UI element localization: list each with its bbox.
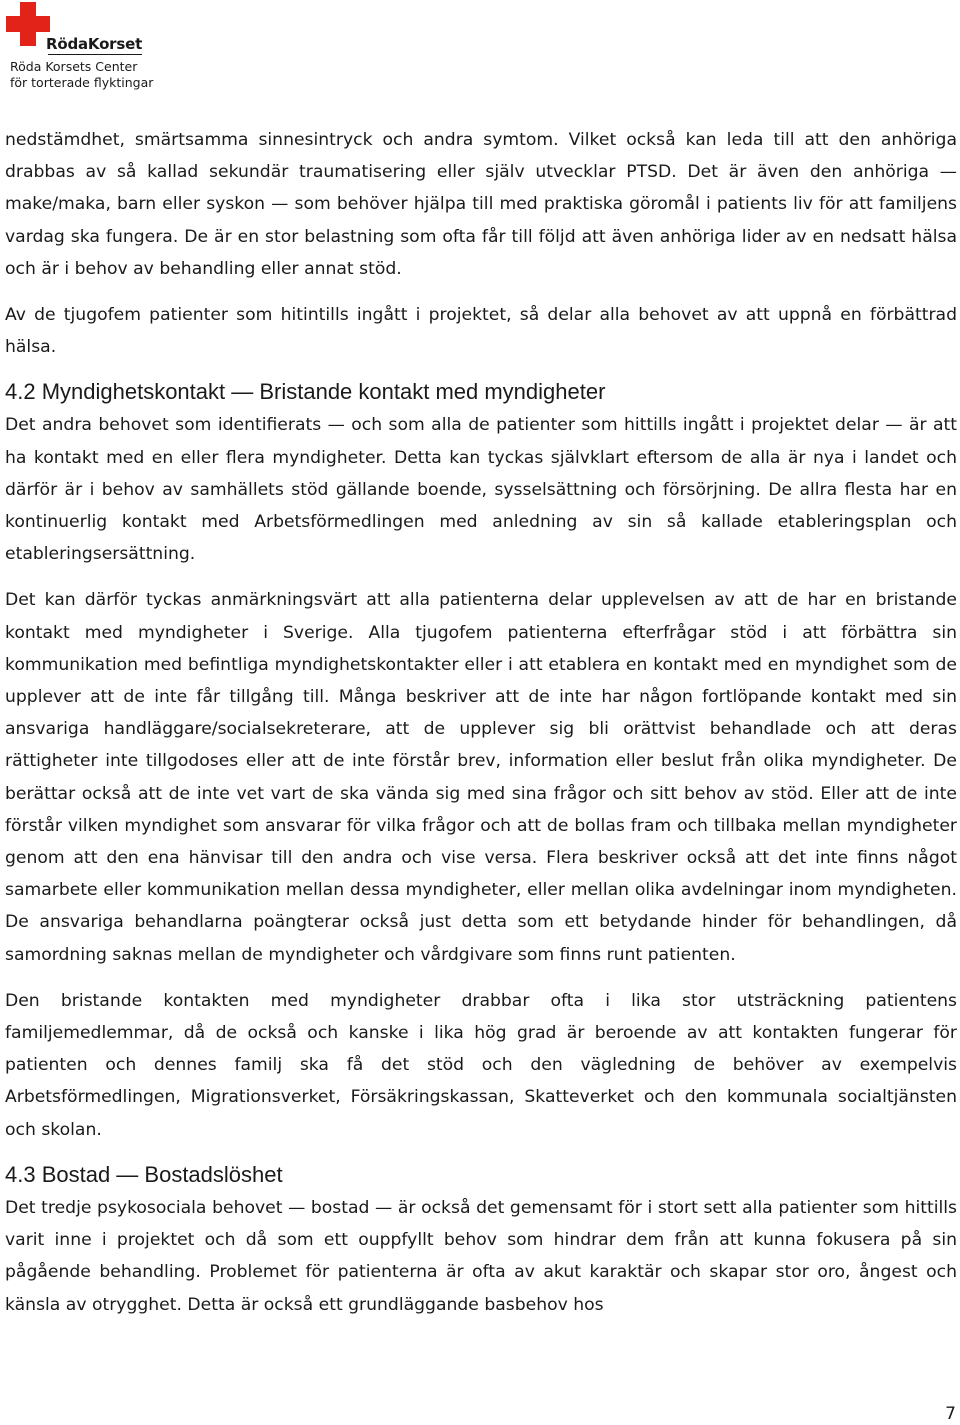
logo-brand: RödaKorset [46,35,143,53]
red-cross-logo [6,2,156,94]
section-heading: 4.2 Myndighetskontakt — Bristande kontakt med myndigheter [5,379,606,405]
paragraph: nedstämdhet, smärtsamma sinnesintryck och andra symtom. Vilket också kan leda till att den anhöriga drabbas av så kallad sekundär traumatisering eller själv utvecklar PTSD. Det är även den anhöriga — make/maka, barn eller syskon — som behöver hjälpa till med praktiska göromål i patients liv för att familjens vardag ska fungera. De är en stor belastning som ofta får till följd att även anhöriga lider av en nedsatt hälsa och är i behov av behandling eller annat stöd. [5,130,957,279]
logo-divider [48,54,142,55]
red-cross-icon [6,2,50,46]
paragraph: Det kan därför tyckas anmärkningsvärt att alla patienterna delar upplevelsen av att de har en bristande kontakt med myndigheter i Sverige. Alla tjugofem patienterna efterfrågar stöd i att förbättra sin kommunikation med befintliga myndighetskontakter eller i att etablera en kontakt med en myndighet som de upplever att de inte får tillgång till. Många beskriver att de inte har någon fortlöpande kontakt med sin ansvariga handläggare/socialsekreterare, att de upplever sig bli orättvist behandlade och att deras rättigheter inte tillgodoses eller att de inte förstår brev, information eller beslut från olika myndigheter. De berättar också att de inte vet vart de ska vända sig med sina frågor och sitt behov av stöd. Eller att de inte förstår vilken myndighet som ansvarar för vilka frågor och att de bollas fram och tillbaka mellan myndigheter genom att den ena hänvisar till den andra och vise versa. Flera beskriver också att det inte finns något samarbete eller kommunikation mellan dessa myndigheter, eller mellan olika avdelningar inom myndigheten. De ansvariga behandlarna poängterar också just detta som ett betydande hinder för behandlingen, då samordning saknas mellan de myndigheter och vårdgivare som finns runt patienten. [5,590,957,965]
logo-subtitle-line2: för torterade flyktingar [10,75,154,90]
paragraph: Av de tjugofem patienter som hitintills ingått i projektet, så delar alla behovet av att uppnå en förbättrad hälsa. [5,305,957,358]
document-body [5,124,957,1321]
paragraph: Det tredje psykosociala behovet — bostad — är också det gemensamt för i stort sett alla patienter som hittills varit inne i projektet och då som ett ouppfyllt behov som hindrar dem från att kunna fokusera på sin pågående behandling. Problemet för patienterna är ofta av akut karaktär och skapar stor oro, ångest och känsla av otrygghet. Detta är också ett grundläggande basbehov hos [5,1197,957,1315]
section-heading: 4.3 Bostad — Bostadslöshet [5,1161,283,1187]
logo-subtitle-line1: Röda Korsets Center [10,59,138,74]
paragraph: Det andra behovet som identifierats — och som alla de patienter som hittills ingått i projektet delar — är att ha kontakt med en eller flera myndigheter. Detta kan tyckas självklart eftersom de alla är nya i landet och därför är i behov av samhällets stöd gällande boende, sysselsättning och försörjning. De allra flesta har en kontinuerlig kontakt med Arbetsförmedlingen med anledning av sin så kallade etableringsplan och etableringsersättning. [5,415,957,565]
page-number: 7 [945,1404,956,1424]
paragraph: Den bristande kontakten med myndigheter drabbar ofta i lika stor utsträckning patientens familjemedlemmar, då de också och kanske i lika hög grad är beroende av att kontakten fungerar för patienten och dennes familj ska få det stöd och den vägledning de behöver av exempelvis Arbetsförmedlingen, Migrationsverket, Försäkringskassan, Skatteverket och den kommunala socialtjänsten och skolan. [5,990,957,1140]
